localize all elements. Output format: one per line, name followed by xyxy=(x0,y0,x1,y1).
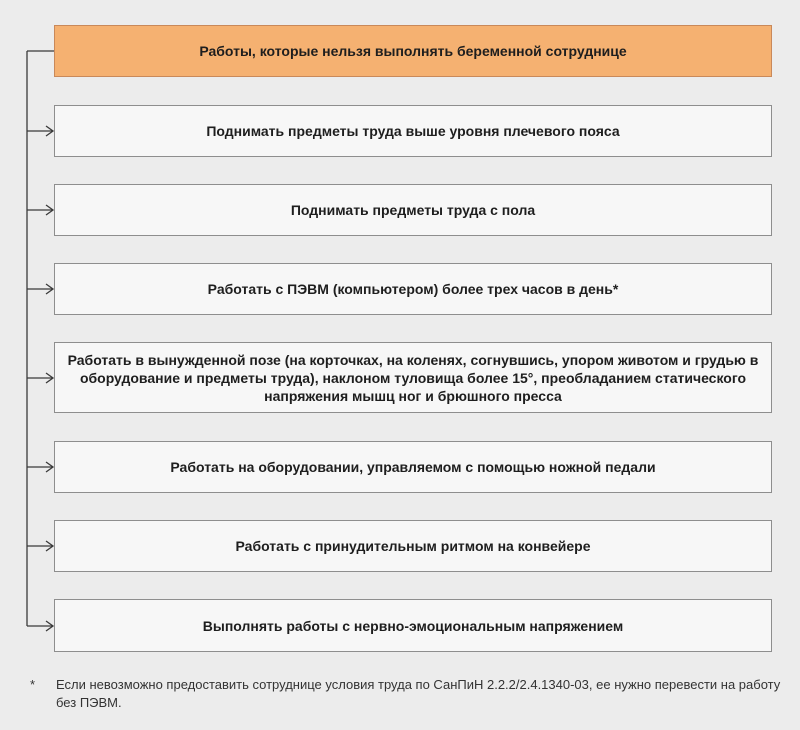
restriction-item-7 xyxy=(54,599,772,652)
restriction-item-label: Работать с принудительным ритмом на конвейере xyxy=(235,538,591,554)
restriction-item-1 xyxy=(54,105,772,157)
restriction-item-label: Поднимать предметы труда с пола xyxy=(290,202,536,218)
diagram-header-box xyxy=(54,25,772,77)
connector-arrow-4 xyxy=(27,373,53,383)
restriction-item-label: Выполнять работы с нервно-эмоциональным напряжением xyxy=(202,617,624,634)
restriction-item-6 xyxy=(54,520,772,572)
restriction-item-label: Работать с ПЭВМ (компьютером) более трех часов в день* xyxy=(207,281,619,297)
footnote-mark: * xyxy=(30,677,36,692)
diagram-header-title: Работы, которые нельзя выполнять беременной сотруднице xyxy=(199,43,627,59)
restriction-item-4 xyxy=(54,342,772,413)
restriction-item-2 xyxy=(54,184,772,236)
connector-arrow-5 xyxy=(27,462,53,472)
connector-arrow-3 xyxy=(27,284,53,294)
restriction-item-label: Работать на оборудовании, управляемом с помощью ножной педали xyxy=(170,459,656,475)
restriction-item-3 xyxy=(54,263,772,315)
restriction-item-label: Работать в вынужденной позе (на корточках, на коленях, согнувшись, упором животом и грудью в оборудование и предметы труда), наклоном туловища более 15°, преобладанием статического напряжения мышц ног и брюшного пресса xyxy=(67,351,759,404)
connector-arrow-6 xyxy=(27,541,53,551)
connector-arrow-7 xyxy=(27,621,53,631)
restriction-item-label: Поднимать предметы труда выше уровня плечевого пояса xyxy=(206,123,620,139)
connector-arrow-2 xyxy=(27,205,53,215)
footnote-text: Если невозможно предоставить сотруднице условия труда по СанПиН 2.2.2/2.4.1340-03, ее нужно перевести на работу без ПЭВМ. xyxy=(56,677,781,710)
restriction-item-5 xyxy=(54,441,772,493)
connector-arrow-1 xyxy=(27,126,53,136)
